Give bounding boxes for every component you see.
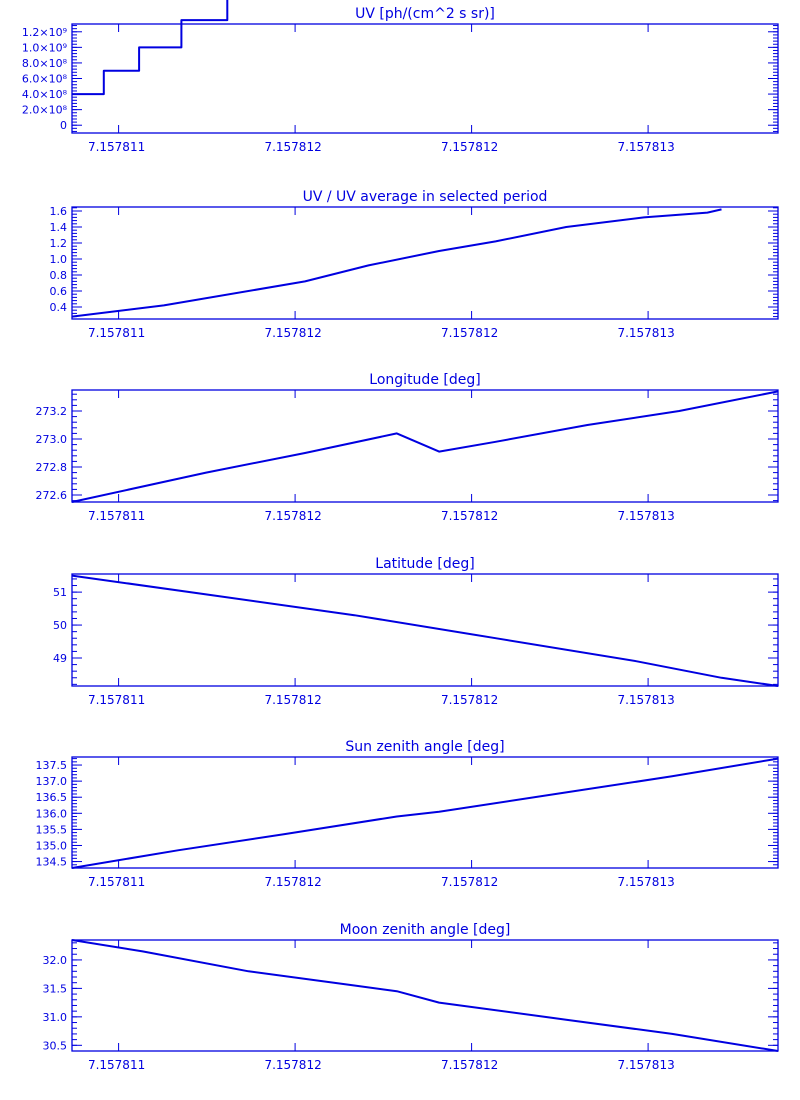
y-tick-label: 1.2: [49, 237, 67, 250]
x-tick-label: 7.157812: [264, 875, 322, 889]
y-tick-label: 0: [60, 119, 67, 133]
y-tick-label: 2.0×10⁸: [21, 103, 67, 117]
x-tick-label: 7.157812: [440, 875, 499, 889]
x-tick-label: 7.157812: [440, 693, 499, 707]
x-tick-label: 7.157813: [617, 509, 675, 523]
x-tick-label: 7.157812: [264, 326, 322, 340]
y-tick-label: 49: [53, 652, 67, 665]
plot-frame: [72, 24, 778, 133]
panel-title: Longitude [deg]: [369, 372, 481, 388]
x-tick-label: 7.157812: [264, 1058, 322, 1072]
panel-title: UV [ph/(cm^2 s sr)]: [355, 6, 495, 22]
x-tick-label: 7.157811: [87, 326, 146, 340]
series-line: [72, 576, 778, 686]
y-tick-label: 8.0×10⁸: [21, 56, 67, 70]
y-tick-label: 1.0×10⁹: [21, 41, 67, 55]
y-tick-label: 136.5: [35, 791, 67, 805]
series-line: [72, 209, 722, 316]
panel-title: Moon zenith angle [deg]: [339, 922, 511, 938]
panel-title: UV / UV average in selected period: [302, 189, 548, 205]
y-tick-label: 1.2×10⁹: [21, 25, 67, 39]
series-line: [72, 391, 778, 502]
x-tick-label: 7.157811: [87, 875, 146, 889]
y-tick-label: 4.0×10⁸: [21, 88, 67, 102]
y-tick-label: 50: [53, 619, 67, 633]
panel-1: [22, 0, 778, 154]
panel-2: [50, 189, 779, 340]
y-tick-label: 273.0: [35, 433, 67, 446]
y-tick-label: 6.0×10⁸: [21, 72, 67, 86]
y-tick-label: 31.5: [42, 982, 67, 996]
y-tick-label: 1.6: [49, 205, 67, 218]
panel-3: [36, 372, 779, 523]
y-tick-label: 135.0: [35, 839, 67, 853]
y-tick-label: 134.5: [35, 855, 67, 869]
y-tick-label: 0.8: [49, 269, 67, 282]
y-tick-label: 1.0: [49, 253, 67, 266]
y-tick-label: 0.4: [49, 301, 67, 314]
y-tick-label: 272.8: [35, 461, 67, 474]
y-tick-label: 273.2: [35, 405, 67, 418]
series-line: [72, 759, 778, 868]
x-tick-label: 7.157811: [87, 140, 146, 154]
x-tick-label: 7.157813: [617, 140, 675, 154]
panel-title: Latitude [deg]: [375, 556, 475, 572]
y-tick-label: 51: [53, 586, 67, 600]
y-tick-label: 137.5: [35, 759, 67, 773]
y-tick-label: 135.5: [35, 823, 67, 837]
panel-title: Sun zenith angle [deg]: [345, 739, 505, 755]
x-tick-label: 7.157811: [87, 1058, 146, 1072]
y-tick-label: 30.5: [42, 1039, 67, 1053]
panel-6: [43, 922, 779, 1072]
x-tick-label: 7.157812: [264, 140, 322, 154]
x-tick-label: 7.157812: [440, 1058, 499, 1072]
x-tick-label: 7.157812: [440, 140, 499, 154]
x-tick-label: 7.157811: [87, 509, 146, 523]
x-tick-label: 7.157812: [440, 326, 499, 340]
y-tick-label: 31.0: [42, 1010, 67, 1024]
x-tick-label: 7.157813: [617, 326, 675, 340]
x-tick-label: 7.157811: [87, 693, 146, 707]
y-tick-label: 32.0: [42, 953, 67, 967]
x-tick-label: 7.157812: [264, 693, 322, 707]
panel-5: [36, 739, 779, 889]
y-tick-label: 0.6: [49, 285, 67, 298]
y-tick-label: 136.0: [35, 807, 67, 821]
x-tick-label: 7.157812: [440, 509, 499, 523]
x-tick-label: 7.157813: [617, 1058, 675, 1072]
y-tick-label: 272.6: [35, 489, 67, 502]
x-tick-label: 7.157812: [264, 509, 322, 523]
series-line: [72, 940, 778, 1051]
x-tick-label: 7.157813: [617, 693, 675, 707]
panel-4: [53, 556, 778, 707]
y-tick-label: 137.0: [35, 775, 67, 789]
y-tick-label: 1.4: [49, 221, 67, 234]
x-tick-label: 7.157813: [617, 875, 675, 889]
